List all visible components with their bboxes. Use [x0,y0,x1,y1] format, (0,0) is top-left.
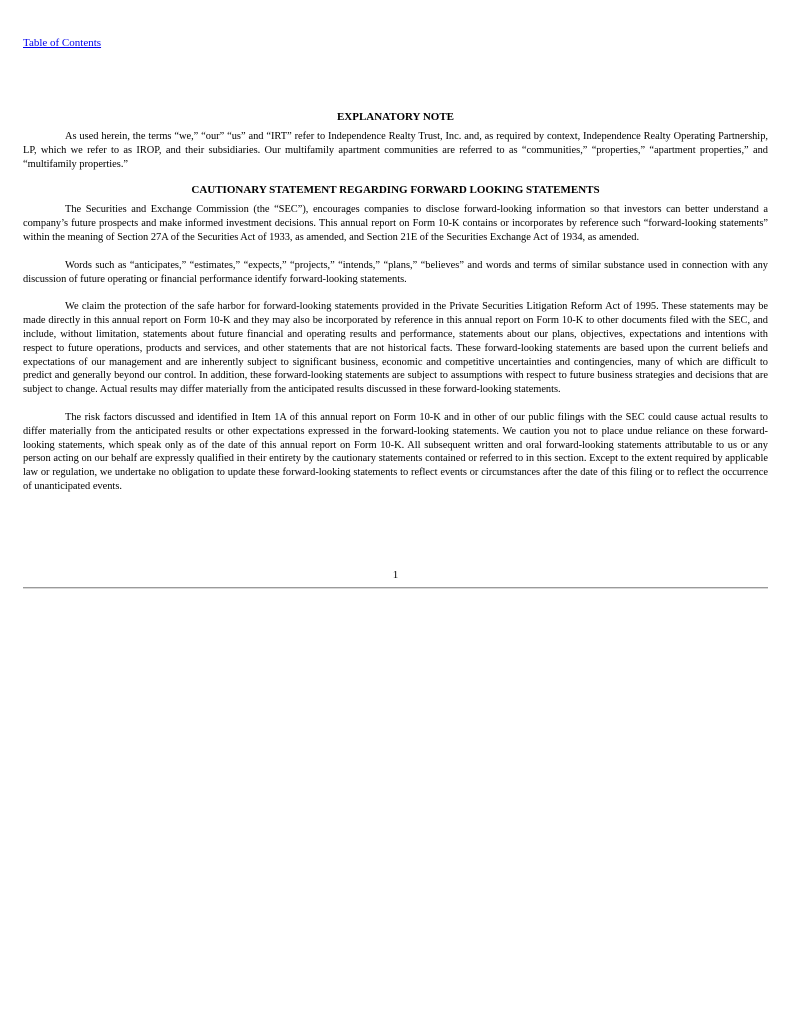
document-body [23,110,768,494]
page-number: 1 [392,569,399,581]
table-of-contents-link[interactable]: Table of Contents [23,37,102,49]
cautionary-paragraph-3: We claim the protection of the safe harbor for forward-looking statements provided in the Private Securities Litigation Reform Act of 1995. These statements may be made directly in this annual report on Form 10-K and they may also be incorporated by reference in this annual report on Form 10-K to other documents filed with the SEC, and include, without limitation, statements about future financial and operating results and performance, statements about our plans, objectives, expectations and intentions with respect to future operations, products and services, and other statements that are not historical facts. These forward-looking statements are based upon the current beliefs and expectations of our management and are inherently subject to significant business, economic and competitive uncertainties and contingencies, many of which are difficult to predict and generally beyond our control. In addition, these forward-looking statements are subject to assumptions with respect to future business strategies and decisions that are subject to change. Actual results may differ materially from the anticipated results discussed in these forward-looking statements. [23,301,768,396]
explanatory-note-paragraph: As used herein, the terms “we,” “our” “us” and “IRT” refer to Independence Realty Trust, Inc. and, as required by context, Independence Realty Operating Partnership, LP, which we refer to as IROP, and their subsidiaries. Our multifamily apartment communities are referred to as “communities,” “properties,” “apartment properties,” and “multifamily properties.” [23,131,768,170]
cautionary-paragraph-4: The risk factors discussed and identified in Item 1A of this annual report on Form 10-K and in other of our public filings with the SEC could cause actual results to differ materially from the anticipated results or other expectations expressed in the forward-looking statements. We caution you not to place undue reliance on these forward-looking statements, which speak only as of the date of this annual report on Form 10-K. All subsequent written and oral forward-looking statements attributable to us or any person acting on our behalf are expressly qualified in their entirety by the cautionary statements contained or referred to in this section. Except to the extent required by applicable law or regulation, we undertake no obligation to update these forward-looking statements to reflect events or circumstances after the date of this filing or to reflect the occurrence of unanticipated events. [23,411,768,492]
cautionary-paragraph-2: Words such as “anticipates,” “estimates,” “expects,” “projects,” “intends,” “plans,” “believes” and words and terms of similar substance used in connection with any discussion of future operating or financial performance identify forward-looking statements. [23,259,768,285]
explanatory-note-heading: EXPLANATORY NOTE [336,111,455,123]
cautionary-statement-heading: CAUTIONARY STATEMENT REGARDING FORWARD LOOKING STATEMENTS [191,184,600,197]
page-divider [23,587,768,589]
cautionary-paragraph-1: The Securities and Exchange Commission (the “SEC”), encourages companies to disclose forward-looking information so that investors can better understand a company’s future prospects and make informed investment decisions. This annual report on Form 10-K contains or incorporates by reference such “forward-looking statements” within the meaning of Section 27A of the Securities Act of 1933, as amended, and Section 21E of the Securities Exchange Act of 1934, as amended. [23,204,768,243]
